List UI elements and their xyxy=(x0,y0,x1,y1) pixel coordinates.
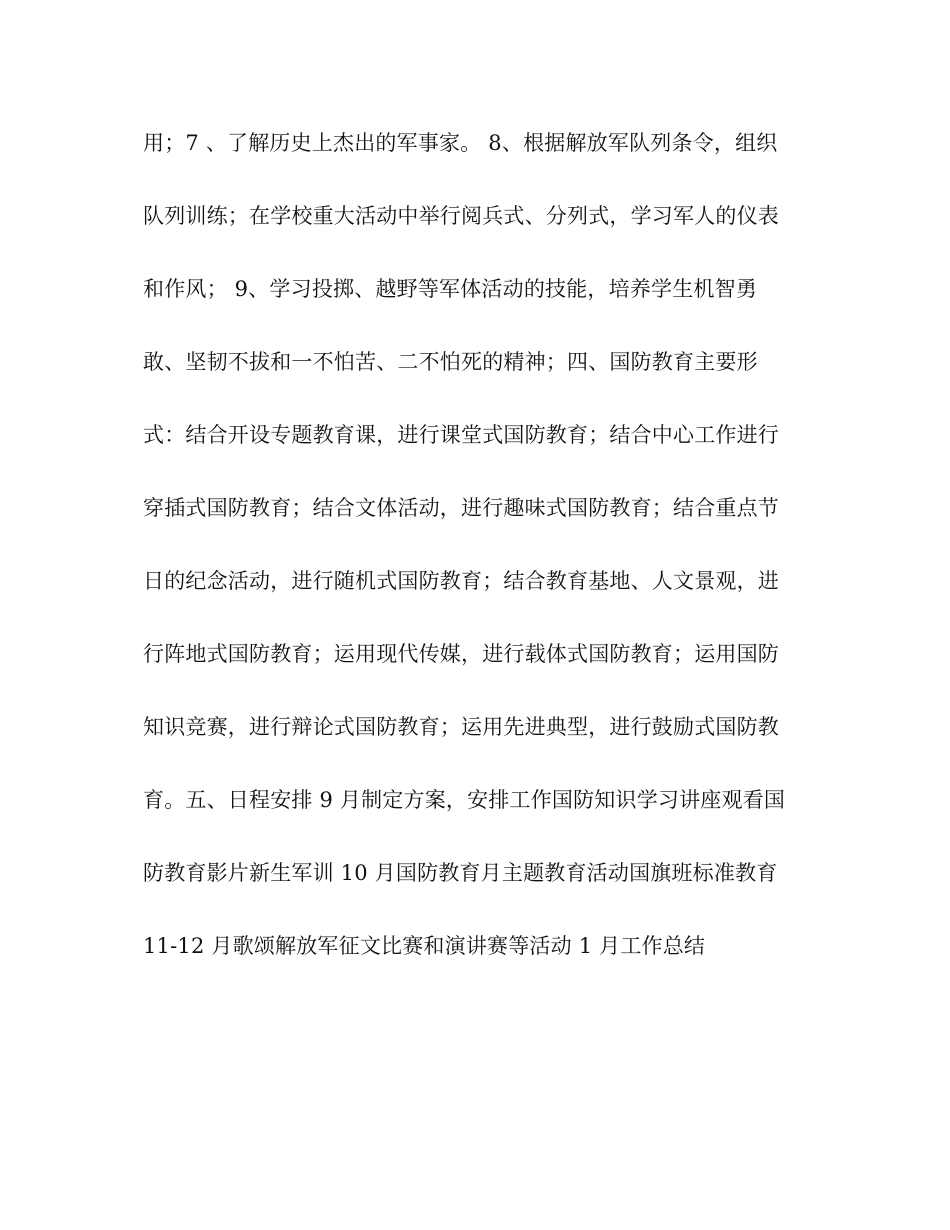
text-line: 知识竞赛，进行辩论式国防教育；运用先进典型，进行鼓励式国防教 xyxy=(143,715,779,739)
text-line: 队列训练；在学校重大活动中举行阅兵式、分列式，学习军人的仪表 xyxy=(143,204,779,228)
text-line: 日的纪念活动，进行随机式国防教育；结合教育基地、人文景观，进 xyxy=(143,569,779,593)
text-line: 育。五、日程安排 9 月制定方案，安排工作国防知识学习讲座观看国 xyxy=(143,788,786,812)
text-line: 式：结合开设专题教育课，进行课堂式国防教育；结合中心工作进行 xyxy=(143,423,779,447)
text-line: 用；7 、了解历史上杰出的军事家。 8、根据解放军队列条令，组织 xyxy=(143,131,778,155)
text-line: 敢、坚韧不拔和一不怕苦、二不怕死的精神；四、国防教育主要形 xyxy=(143,350,758,374)
text-line: 和作风； 9、学习投掷、越野等军体活动的技能，培养学生机智勇 xyxy=(143,277,758,301)
text-line: 穿插式国防教育；结合文体活动，进行趣味式国防教育；结合重点节 xyxy=(143,496,779,520)
document-body-text xyxy=(143,122,803,998)
text-line: 行阵地式国防教育；运用现代传媒，进行载体式国防教育；运用国防 xyxy=(143,642,779,666)
text-line: 防教育影片新生军训 10 月国防教育月主题教育活动国旗班标准教育 xyxy=(143,861,778,885)
text-line: 11-12 月歌颂解放军征文比赛和演讲赛等活动 1 月工作总结 xyxy=(143,934,706,958)
